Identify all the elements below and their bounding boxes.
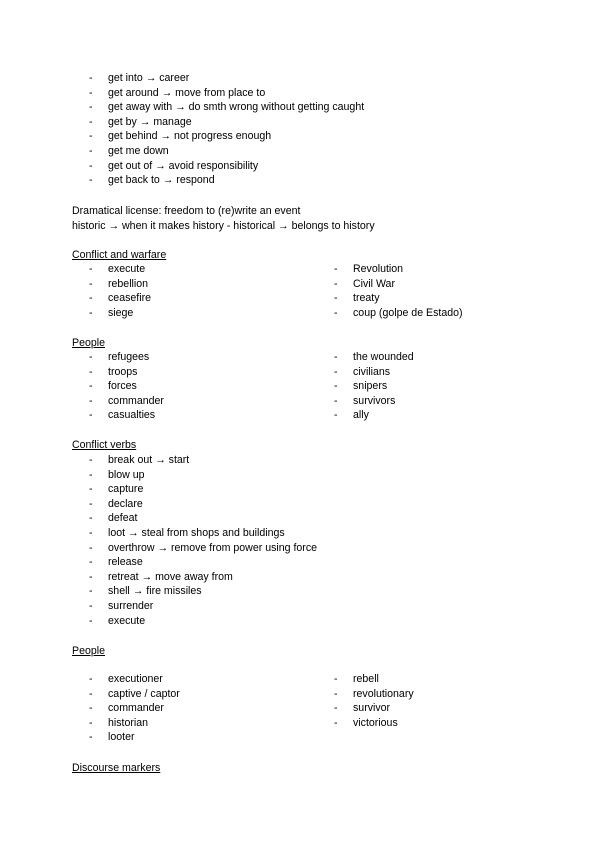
list-item-text: refugees <box>108 351 150 363</box>
list-item-text: retreat → move away from <box>108 570 233 583</box>
list-item-text: execute <box>108 263 146 275</box>
bullet-dash: - <box>89 86 93 99</box>
bullet-dash: - <box>89 115 93 128</box>
list-item-text: rebell <box>353 673 379 685</box>
bullet-dash: - <box>89 277 93 290</box>
list-item-text: ceasefire <box>108 292 151 305</box>
bullet-dash: - <box>334 716 338 729</box>
list-item-text: release <box>108 556 143 569</box>
bullet-dash: - <box>89 468 93 481</box>
list-item-text: break out → start <box>108 454 190 466</box>
list-item-text: loot → steal from shops and buildings <box>108 526 285 539</box>
bullet-dash: - <box>89 263 93 275</box>
list-item-text: ally <box>353 409 369 422</box>
bullet-dash: - <box>89 454 93 466</box>
bullet-dash: - <box>89 144 93 157</box>
list-item-text: blow up <box>108 468 145 481</box>
bullet-dash: - <box>334 380 338 393</box>
bullet-dash: - <box>89 716 93 729</box>
bullet-dash: - <box>89 556 93 569</box>
bullet-dash: - <box>89 306 93 319</box>
bullet-dash: - <box>89 292 93 305</box>
dramatical-license-line: Dramatical license: freedom to (re)write an event <box>72 205 301 217</box>
list-item-text: victorious <box>353 716 398 729</box>
historic-historical-line: historic → when it makes history - historical → belongs to history <box>72 220 375 232</box>
bullet-dash: - <box>334 277 338 290</box>
list-item-text: Revolution <box>353 263 404 275</box>
list-item-text: coup (golpe de Estado) <box>353 306 463 319</box>
heading-people-2: People <box>72 645 105 657</box>
bullet-dash: - <box>334 409 338 422</box>
bullet-dash: - <box>89 512 93 525</box>
heading-discourse-markers: Discourse markers <box>72 762 161 774</box>
list-item-text: overthrow → remove from power using force <box>108 541 318 554</box>
list-item-text: get out of → avoid responsibility <box>108 159 259 172</box>
bullet-dash: - <box>334 263 338 275</box>
bullet-dash: - <box>89 394 93 407</box>
list-item-text: revolutionary <box>353 687 414 700</box>
list-item-text: commander <box>108 702 164 715</box>
bullet-dash: - <box>89 130 93 143</box>
list-item-text: casualties <box>108 409 156 422</box>
list-item-text: get into → career <box>108 72 190 84</box>
list-item-text: shell → fire missiles <box>108 585 202 598</box>
bullet-dash: - <box>89 585 93 598</box>
bullet-dash: - <box>334 394 338 407</box>
list-item-text: declare <box>108 497 143 510</box>
heading-conflict-verbs: Conflict verbs <box>72 439 137 451</box>
bullet-dash: - <box>89 570 93 583</box>
list-item-text: execute <box>108 614 146 627</box>
list-item-text: captive / captor <box>108 687 180 700</box>
bullet-dash: - <box>89 497 93 510</box>
list-item-text: snipers <box>353 380 388 393</box>
list-item-text: survivors <box>353 394 396 407</box>
bullet-dash: - <box>89 101 93 114</box>
bullet-dash: - <box>334 365 338 378</box>
bullet-dash: - <box>89 483 93 496</box>
list-item-text: the wounded <box>353 351 414 363</box>
list-item-text: treaty <box>353 292 380 305</box>
list-item-text: capture <box>108 483 144 496</box>
bullet-dash: - <box>89 409 93 422</box>
list-item-text: get back to → respond <box>108 174 215 187</box>
bullet-dash: - <box>89 541 93 554</box>
list-item-text: civilians <box>353 365 391 378</box>
list-item-text: get behind → not progress enough <box>108 130 272 143</box>
bullet-dash: - <box>89 351 93 363</box>
list-item-text: get me down <box>108 144 169 157</box>
list-item-text: forces <box>108 380 137 393</box>
bullet-dash: - <box>334 292 338 305</box>
list-item-text: get away with → do smth wrong without getting caught <box>108 101 365 114</box>
bullet-dash: - <box>89 380 93 393</box>
bullet-dash: - <box>89 702 93 715</box>
list-item-text: commander <box>108 394 164 407</box>
bullet-dash: - <box>89 526 93 539</box>
heading-conflict-and-warfare: Conflict and warfare <box>72 249 167 261</box>
bullet-dash: - <box>334 687 338 700</box>
list-item-text: Civil War <box>353 277 395 290</box>
bullet-dash: - <box>89 599 93 612</box>
list-item-text: troops <box>108 365 138 378</box>
bullet-dash: - <box>89 614 93 627</box>
bullet-dash: - <box>89 174 93 187</box>
list-item-text: looter <box>108 731 135 744</box>
bullet-dash: - <box>89 673 93 685</box>
bullet-dash: - <box>89 72 93 84</box>
list-item-text: historian <box>108 716 149 729</box>
list-item-text: rebellion <box>108 277 149 290</box>
list-item-text: get around → move from place to <box>108 86 266 99</box>
bullet-dash: - <box>89 159 93 172</box>
bullet-dash: - <box>334 702 338 715</box>
bullet-dash: - <box>334 673 338 685</box>
list-item-text: executioner <box>108 673 163 685</box>
bullet-dash: - <box>89 365 93 378</box>
list-item-text: surrender <box>108 599 154 612</box>
bullet-dash: - <box>89 687 93 700</box>
list-item-text: get by → manage <box>108 115 192 128</box>
bullet-dash: - <box>334 306 338 319</box>
list-item-text: defeat <box>108 512 138 525</box>
heading-people-1: People <box>72 337 105 349</box>
bullet-dash: - <box>334 351 338 363</box>
list-item-text: siege <box>108 306 134 319</box>
list-item-text: survivor <box>353 702 391 715</box>
bullet-dash: - <box>89 731 93 744</box>
